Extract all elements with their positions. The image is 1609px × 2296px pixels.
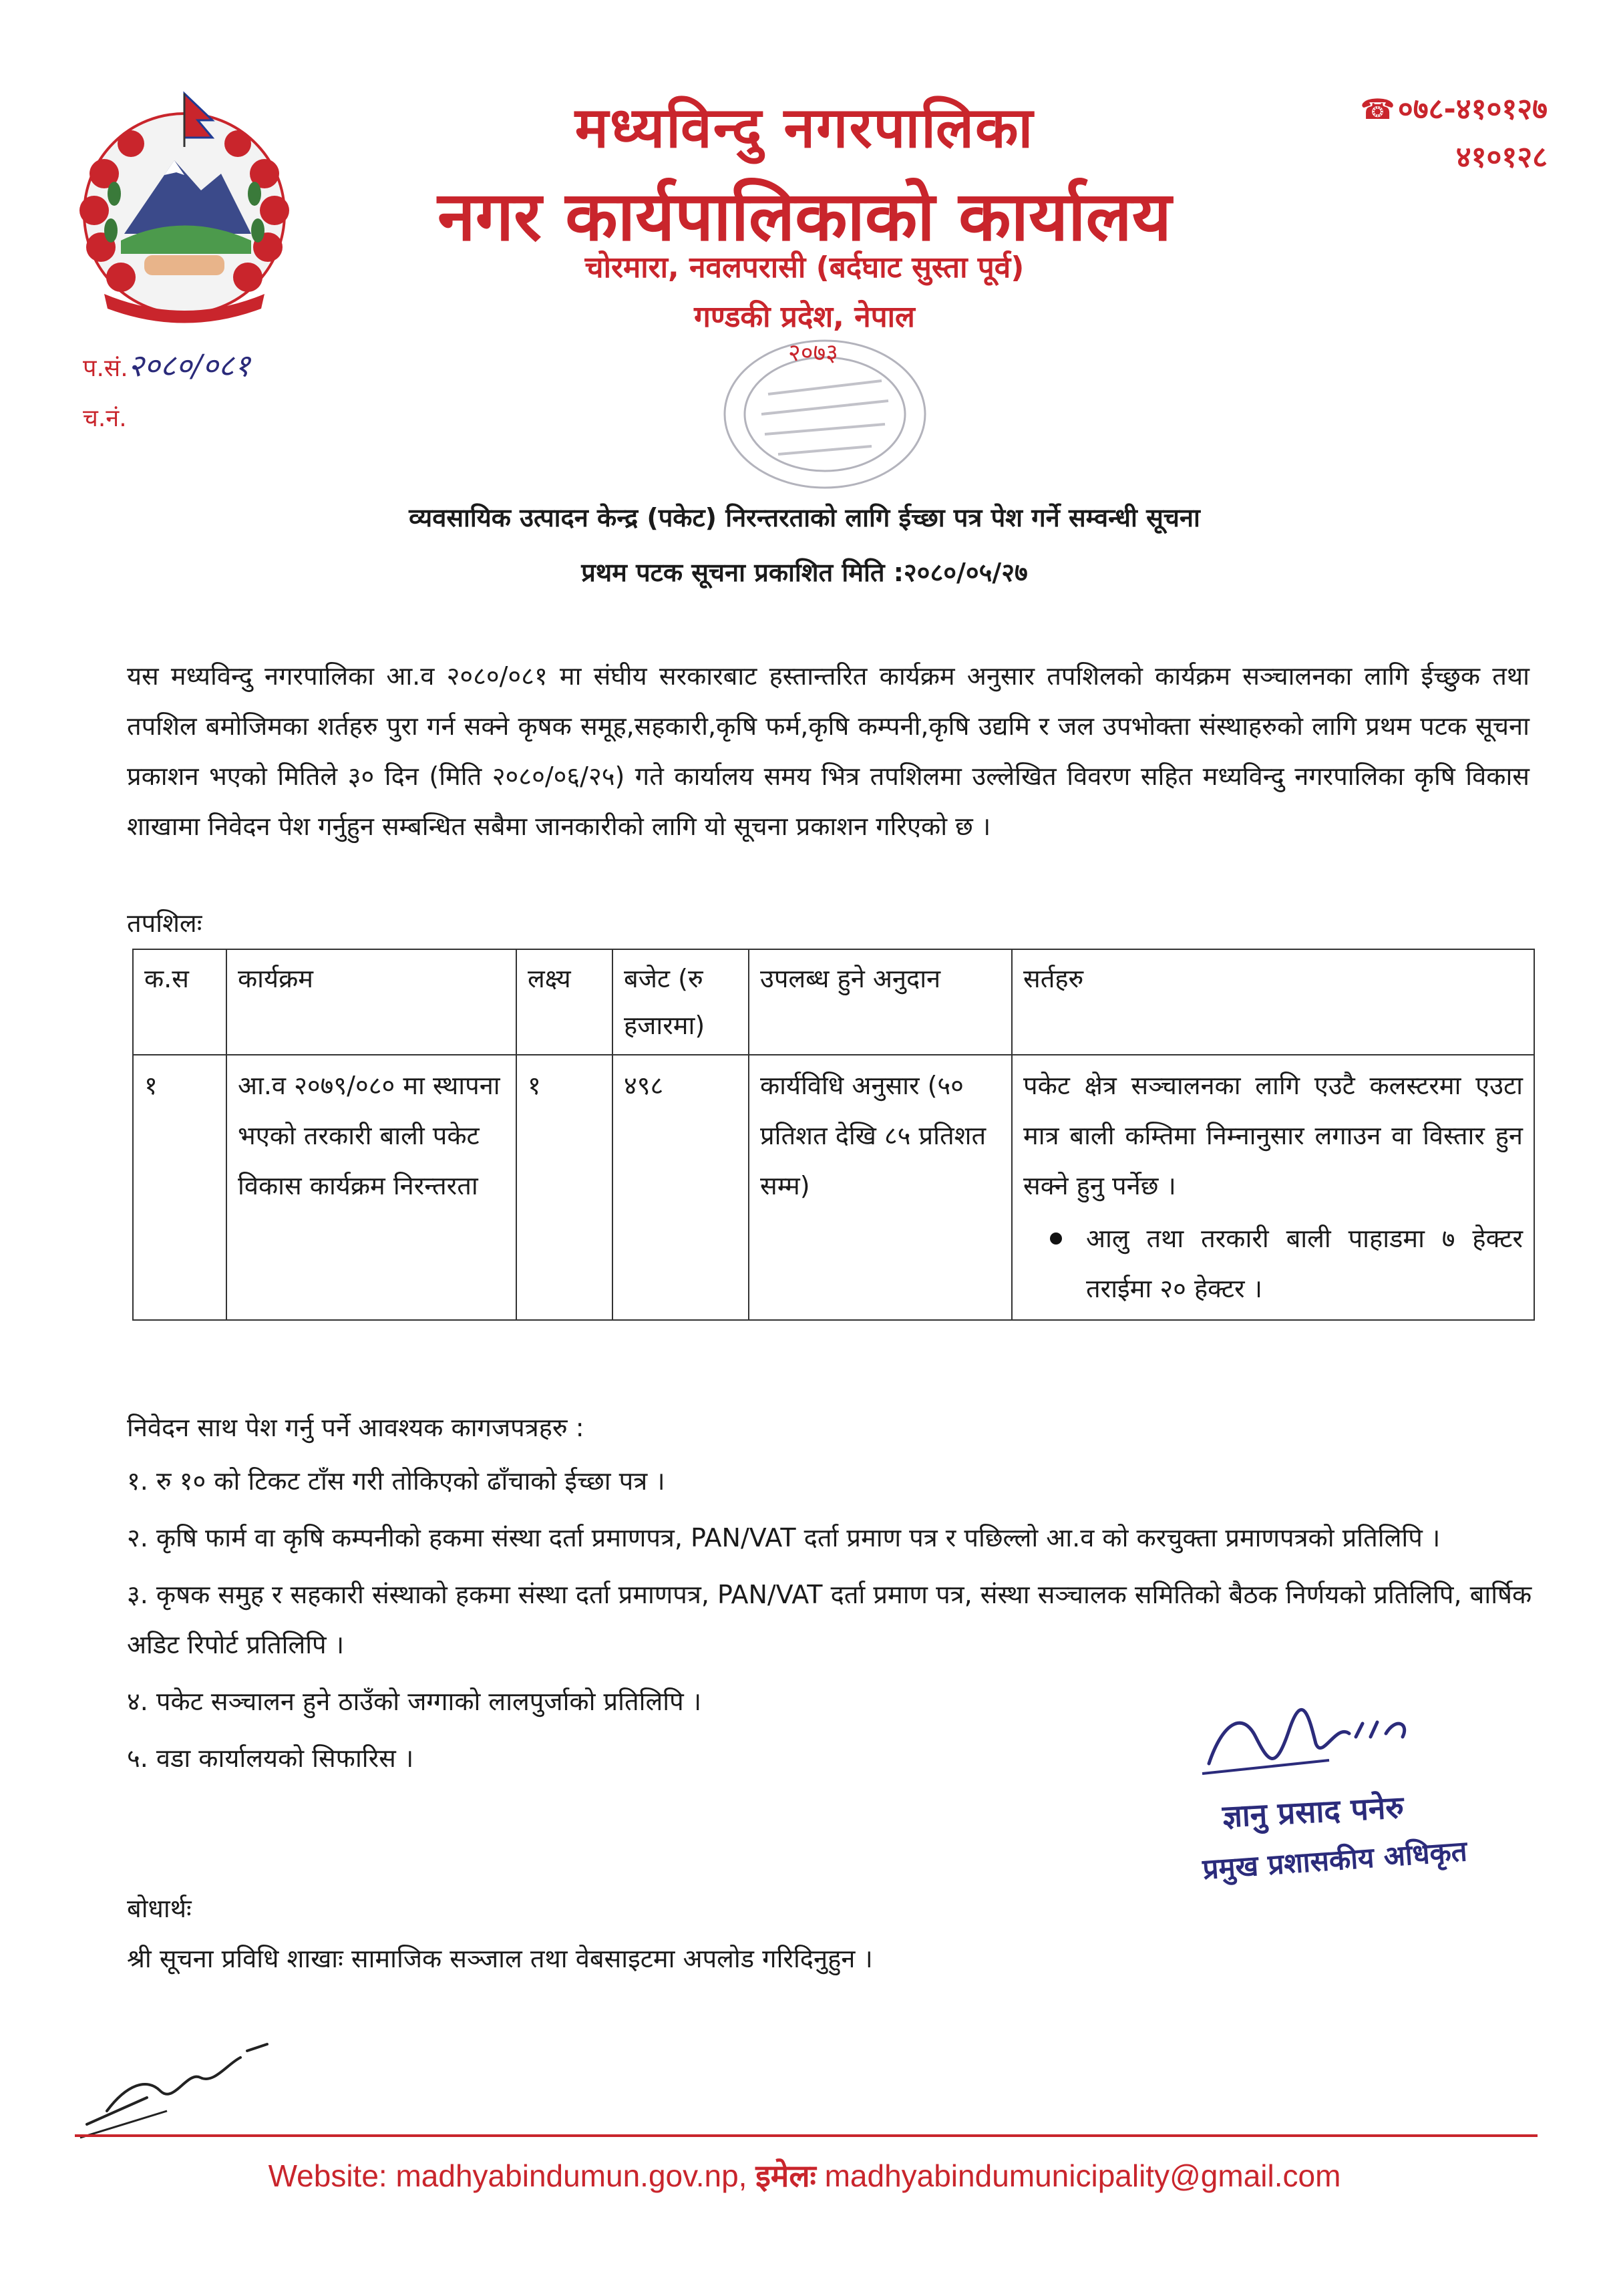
condition-bullet-text: आलु तथा तरकारी बाली पाहाडमा ७ हेक्टर तराईमा २० हेक्टर । [1086,1224,1523,1303]
signatory-name: ज्ञानु प्रसाद पनेरु [1221,1788,1405,1835]
telephone-icon: ☎ [1360,93,1395,126]
reference-number [83,344,250,385]
office-seal-stamp [715,334,935,508]
col-header-conditions: सर्तहरु [1012,949,1534,1055]
documents-heading: निवेदन साथ पेश गर्नु पर्ने आवश्यक कागजपत्रहरु : [127,1413,584,1442]
phone-block [1360,86,1548,182]
website-link[interactable]: madhyabindumun.gov.np, [395,2158,747,2193]
bodhartha-line: श्री सूचना प्रविधि शाखाः सामाजिक सञ्जाल तथा वेबसाइटमा अपलोड गरिदिनुहुन । [127,1944,873,1973]
cell-budget: ४९८ [612,1055,749,1320]
list-item: ५. वडा कार्यालयको सिफारिस । [127,1744,414,1773]
col-header-target: लक्ष्य [516,949,612,1055]
office-name: नगर कार्यपालिकाको कार्यालय [437,177,1172,257]
email-label: इमेलः [755,2158,816,2194]
municipality-name: मध्यविन्दु नगरपालिका [574,95,1035,160]
program-table [132,949,1535,1321]
office-address: चोरमारा, नवलपरासी (बर्दघाट सुस्ता पूर्व) [584,251,1025,285]
bullet-icon [1050,1233,1062,1245]
details-label: तपशिलः [127,909,202,938]
ref-label: प.सं. [83,355,128,382]
phone-number-2: ४१०१२८ [1455,140,1548,174]
table-row [133,1055,1534,1320]
cell-sn: १ [133,1055,226,1320]
signatory-title: प्रमुख प्रशासकीय अधिकृत [1201,1834,1469,1886]
website-label: Website: [268,2158,387,2193]
initials-signature [67,2017,294,2144]
footer-contact [0,2154,1609,2196]
bodhartha-label: बोधार्थः [127,1894,192,1923]
condition-text: पकेट क्षेत्र सञ्चालनका लागि एउटै कलस्टरमा एउटा मात्र बाली कम्तिमा निम्नानुसार लगाउन वा विस्तार हुन सक्ने हुनु पर्नेछ । [1023,1071,1523,1200]
list-item: १. रु १० को टिकट टाँस गरी तोकिएको ढाँचाको ईच्छा पत्र । [127,1466,665,1496]
publication-date: प्रथम पटक सूचना प्रकाशित मिति :२०८०/०५/२७ [581,558,1028,587]
col-header-sn: क.स [133,949,226,1055]
cell-conditions [1012,1055,1534,1320]
notice-subject: व्यवसायिक उत्पादन केन्द्र (पकेट) निरन्तरताको लागि ईच्छा पत्र पेश गर्ने सम्वन्धी सूचना [409,503,1200,532]
dispatch-number: च.नं. [83,405,127,432]
signature-image [1196,1697,1423,1784]
table-header-row [133,949,1534,1055]
cell-program: आ.व २०७९/०८० मा स्थापना भएको तरकारी बाली पकेट विकास कार्यक्रम निरन्तरता [226,1055,516,1320]
office-province: गण्डकी प्रदेश, नेपाल [694,300,915,334]
email-link[interactable]: madhyabindumunicipality@gmail.com [824,2158,1341,2193]
col-header-grant: उपलब्ध हुने अनुदान [749,949,1012,1055]
footer-divider [75,2134,1538,2137]
list-item: ४. पकेट सञ्चालन हुने ठाउँको जग्गाको लालपुर्जाको प्रतिलिपि । [127,1687,702,1716]
phone-number-1: ०७८-४१०१२७ [1397,92,1548,126]
seal-year: २०७३ [788,339,838,367]
list-item: ३. कृषक समुह र सहकारी संस्थाको हकमा संस्था दर्ता प्रमाणपत्र, PAN/VAT दर्ता प्रमाण पत्र, संस्था सञ्चालक समितिको बैठक निर्णयको प्रतिलिपि, बार्षिक अडिट रिपोर्ट प्रतिलिपि । [127,1580,1532,1659]
col-header-budget: बजेट (रु हजारमा) [612,949,749,1055]
ref-value: २०८०/०८१ [128,347,250,383]
condition-bullet [1023,1214,1523,1314]
notice-body: यस मध्यविन्दु नगरपालिका आ.व २०८०/०८१ मा संघीय सरकारबाट हस्तान्तरित कार्यक्रम अनुसार तपशिलको कार्यक्रम सञ्चालनका लागि ईच्छुक तथा तपशिल बमोजिमका शर्तहरु पुरा गर्न सक्ने कृषक समूह,सहकारी,कृषि फर्म,कृषि कम्पनी,कृषि उद्यमि र जल उपभोक्ता संस्थाहरुको लागि प्रथम पटक सूचना प्रकाशन भएको मितिले ३० दिन (मिति २०८०/०६/२५) गते कार्यालय समय भित्र तपशिलमा उल्लेखित विवरण सहित मध्यविन्दु नगरपालिका कृषि विकास शाखामा निवेदन पेश गर्नुहुन सम्बन्धित सबैमा जानकारीको लागि यो सूचना प्रकाशन गरिएको छ । [127,661,1530,841]
cell-target: १ [516,1055,612,1320]
col-header-program: कार्यक्रम [226,949,516,1055]
list-item: २. कृषि फार्म वा कृषि कम्पनीको हकमा संस्था दर्ता प्रमाणपत्र, PAN/VAT दर्ता प्रमाण पत्र र पछिल्लो आ.व को करचुक्ता प्रमाणपत्रको प्रतिलिपि । [127,1523,1441,1552]
cell-grant: कार्यविधि अनुसार (५० प्रतिशत देखि ८५ प्रतिशत सम्म) [749,1055,1012,1320]
